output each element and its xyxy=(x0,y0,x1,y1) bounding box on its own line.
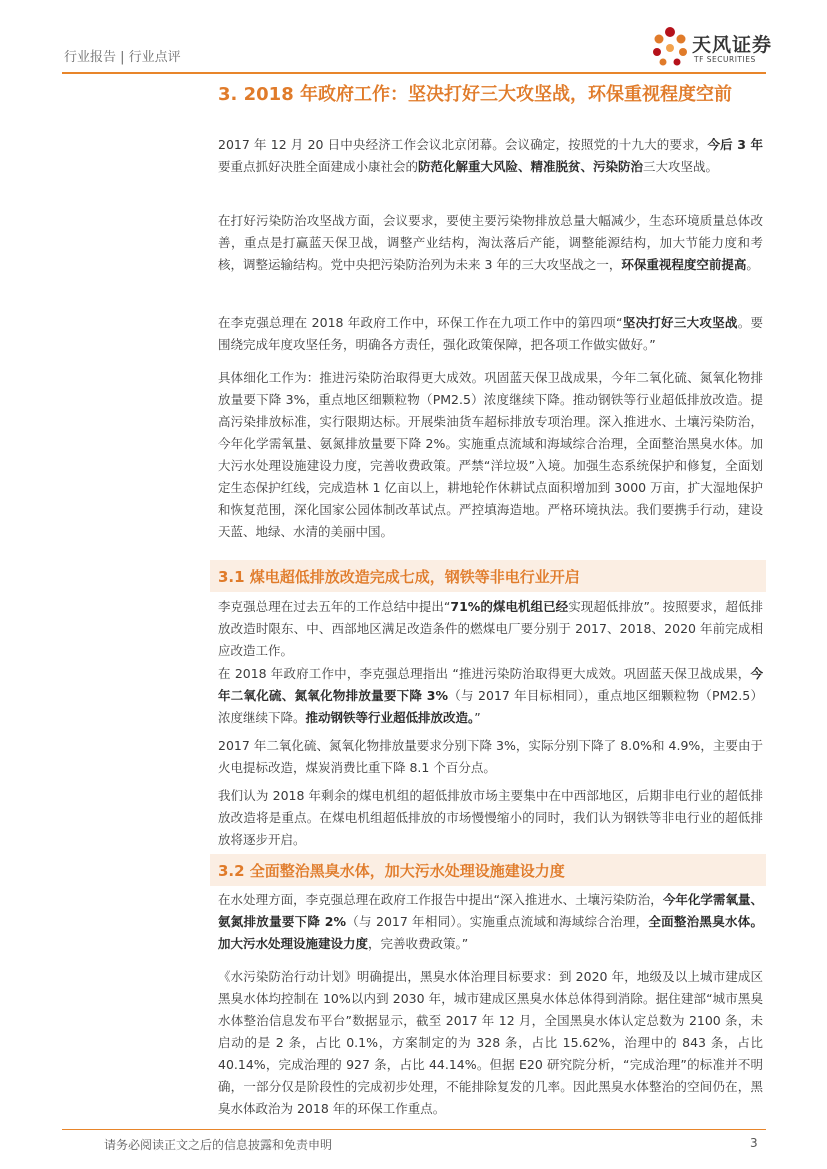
header-rule xyxy=(62,72,766,74)
bold-text: 推动钢铁等行业超低排放改造。 xyxy=(305,710,475,725)
paragraph-1: 2017 年 12 月 20 日中央经济工作会议北京闭幕。会议确定，按照党的十九大的要求，今后 3 年要重点抓好决胜全面建成小康社会的防范化解重大风险、精准脱贫、污染防治三大攻坚战。 xyxy=(218,137,763,174)
paragraph-3: 在李克强总理在 2018 年政府工作中，环保工作在九项工作中的第四项“坚决打好三大攻坚战。要围绕完成年度攻坚任务，明确各方责任，强化政策保障，把各项工作做实做好。” xyxy=(218,315,763,352)
paragraph-8: 我们认为 2018 年剩余的煤电机组的超低排放市场主要集中在中西部地区，后期非电行业的超低排放改造将是重点。在煤电机组超低排放的市场慢慢缩小的同时，我们认为钢铁等非电行业的超低排放将逐步开启。 xyxy=(218,788,763,847)
section-title: 3. 2018 年政府工作：坚决打好三大攻坚战，环保重视程度空前 xyxy=(218,84,732,105)
bold-text: 防范化解重大风险、精准脱贫、污染防治 xyxy=(418,159,644,174)
subsection-title-3-1: 3.1 煤电超低排放改造完成七成，钢铁等非电行业开启 xyxy=(218,568,580,586)
bold-text: 环保重视程度空前提高 xyxy=(621,257,747,272)
page-number: 3 xyxy=(750,1136,758,1150)
paragraph-7: 2017 年二氧化硫、氮氧化物排放量要求分别下降 3%，实际分别下降了 8.0%和 4.9%，主要由于火电提标改造，煤炭消费比重下降 8.1 个百分点。 xyxy=(218,738,763,775)
paragraph-10: 《水污染防治行动计划》明确提出，黑臭水体治理目标要求：到 2020 年，地级及以上城市建成区黑臭水体均控制在 10%以内到 2030 年，城市建成区黑臭水体总体得到消除。据住建部“城市黑臭水体整治信息发布平台”数据显示，截至 2017 年 12 月，全国黑臭水体认定总数为 2100 条，未启动的是 2 条，占比 0.1%，方案制定的为 328 条，占比 15.62%，治理中的 843 条，占比 40.14%，完成治理的 927 条，占比 44.14%。但据 E20 研究院分析，“完成治理”的标准并不明确，一部分仅是阶段性的完成初步处理，不能排除复发的几率。因此黑臭水体整治的空间仍在，黑臭水体政治为 2018 年的环保工作重点。 xyxy=(218,969,763,1116)
paragraph-4: 具体细化工作为：推进污染防治取得更大成效。巩固蓝天保卫战成果，今年二氧化硫、氮氧化物排放量要下降 3%，重点地区细颗粒物（PM2.5）浓度继续下降。推动钢铁等行业超低排放改造。提高污染排放标准，实行限期达标。开展柴油货车超标排放专项治理。深入推进水、土壤污染防治，今年化学需氧量、氨氮排放量要下降 2%。实施重点流域和海域综合治理，全面整治黑臭水体。加大污水处理设施建设力度，完善收费政策。严禁“洋垃圾”入境。加强生态系统保护和修复，全面划定生态保护红线，完成造林 1 亿亩以上，耕地轮作休耕试点面积增加到 3000 万亩，扩大湿地保护和恢复范围，深化国家公园体制改革试点。严控填海造地。严格环境执法。我们要携手行动，建设天蓝、地绿、水清的美丽中国。 xyxy=(218,370,763,539)
bold-text: 全面整治黑臭水体。加大污水处理设施建设力度 xyxy=(218,914,763,951)
logo-english-name: TF SECURITIES xyxy=(694,55,756,64)
logo-chinese-name: 天风证券 xyxy=(692,34,773,56)
paragraph-9: 在水处理方面，李克强总理在政府工作报告中提出“深入推进水、土壤污染防治，今年化学需氧量、氨氮排放量要下降 2%（与 2017 年相同）。实施重点流域和海域综合治理，全面整治黑臭水体。加大污水处理设施建设力度，完善收费政策。” xyxy=(218,892,763,951)
paragraph-5: 李克强总理在过去五年的工作总结中提出“71%的煤电机组已经实现超低排放”。按照要求，超低排放改造时限东、中、西部地区满足改造条件的燃煤电厂要分别于 2017、2018、2020 年前完成相应改造工作。 xyxy=(218,599,763,658)
bold-text: 今年二氧化硫、氮氧化物排放量要下降 3% xyxy=(218,666,763,703)
paragraph-2: 在打好污染防治攻坚战方面，会议要求，要使主要污染物排放总量大幅减少，生态环境质量总体改善，重点是打赢蓝天保卫战，调整产业结构，淘汰落后产能，调整能源结构，加大节能力度和考核，调整运输结构。党中央把污染防治列为未来 3 年的三大攻坚战之一，环保重视程度空前提高。 xyxy=(218,213,763,272)
footer-disclaimer: 请务必阅读正文之后的信息披露和免责申明 xyxy=(104,1138,333,1152)
bold-text: 今年化学需氧量、氨氮排放量要下降 2% xyxy=(218,892,763,929)
subsection-title-3-2: 3.2 全面整治黑臭水体，加大污水处理设施建设力度 xyxy=(218,862,565,880)
bold-text: 坚决打好三大攻坚战 xyxy=(622,315,738,330)
paragraph-6: 在 2018 年政府工作中，李克强总理指出 “推进污染防治取得更大成效。巩固蓝天保卫战成果，今年二氧化硫、氮氧化物排放量要下降 3%（与 2017 年目标相同），重点地区细颗粒物（PM2.5）浓度继续下降。推动钢铁等行业超低排放改造。” xyxy=(218,666,763,725)
bold-text: 71%的煤电机组已经 xyxy=(450,599,569,614)
logo-flower-icon xyxy=(648,24,692,68)
bold-text: 今后 3 年 xyxy=(707,137,763,152)
company-logo xyxy=(648,24,788,68)
report-breadcrumb: 行业报告 | 行业点评 xyxy=(64,50,181,65)
footer-rule xyxy=(62,1129,766,1130)
